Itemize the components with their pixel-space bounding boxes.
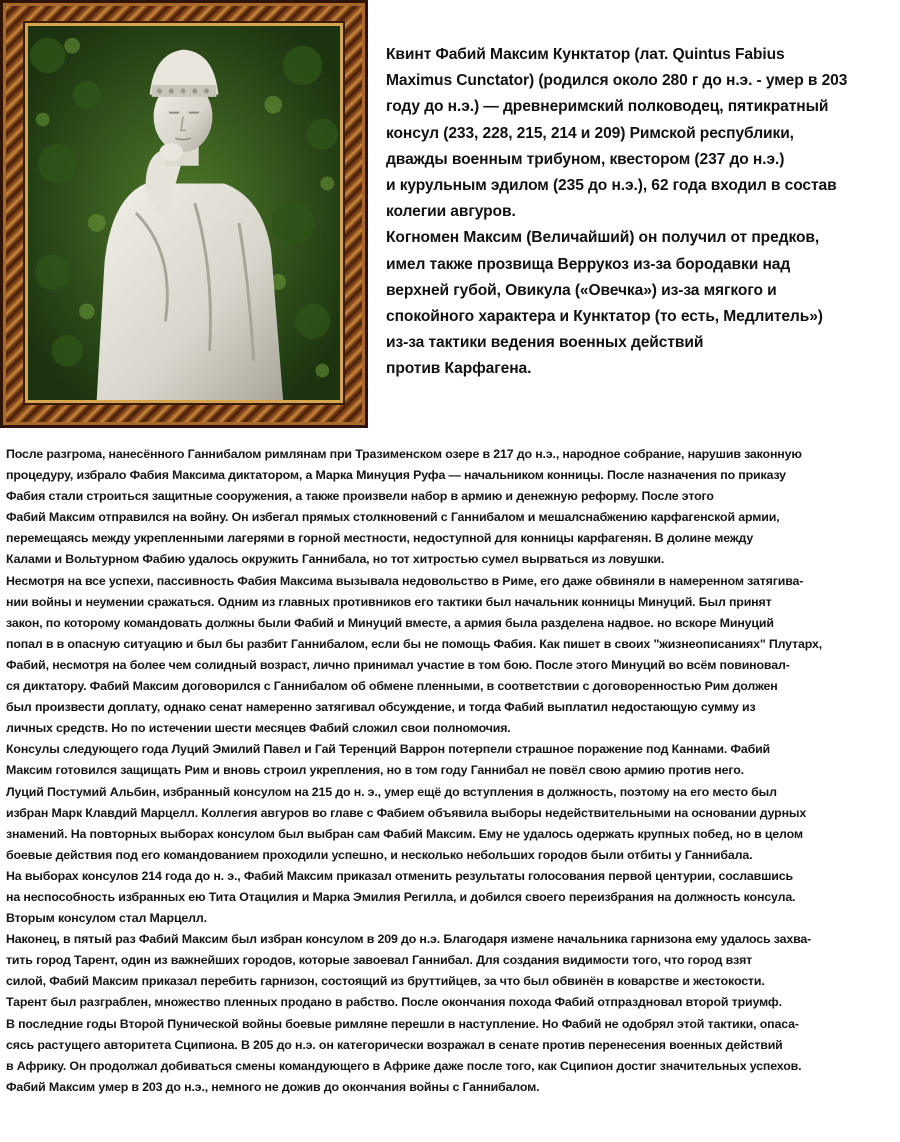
body-line: Несмотря на все успехи, пассивность Фабия Максима вызывала недовольство в Риме, его даже обвиняли в намеренном затягива-: [6, 573, 804, 588]
body-line: Фабия стали строиться защитные сооружения, а также произвели набор в армию и денежную реформу. После этого: [6, 489, 714, 504]
body-line: Консулы следующего года Луций Эмилий Павел и Гай Теренций Варрон потерпели страшное поражение под Каннами. Фабий: [6, 742, 771, 757]
body-line: Луций Постумий Альбин, избранный консулом на 215 до н. э., умер ещё до вступления в должность, поэтому на его место был: [6, 784, 777, 799]
body-line: сясь растущего авторитета Сципиона. В 205 до н.э. он категорически возражал в сенате против перенесения военных действий: [6, 1037, 783, 1052]
body-line: Наконец, в пятый раз Фабий Максим был избран консулом в 209 до н.э. Благодаря измене начальника гарнизона ему удалось захва-: [6, 932, 812, 947]
body-line: попал в в опасную ситуацию и был бы разбит Ганнибалом, если бы не помощь Фабия. Как пишет в своих "жизнеописаниях" Плутарх,: [6, 636, 822, 651]
body-line: В последние годы Второй Пунической войны боевые римляне перешли в наступление. Но Фабий не одобрял этой тактики, опаса-: [6, 1016, 799, 1031]
body-line: Максим готовился защищать Рим и вновь строил укрепления, но в том году Ганнибал не повёл свою армию против него.: [6, 763, 744, 778]
body-line: перемещаясь между укрепленными лагерями в горной местности, недоступной для конницы карфагенян. В долине между: [6, 531, 754, 546]
intro-line: Maximus Cunctator) (родился около 280 г до н.э. - умер в 203: [386, 72, 848, 90]
portrait-frame: [0, 0, 368, 428]
intro-line: спокойного характера и Кунктатор (то есть, Медлитель»): [386, 308, 823, 326]
intro-line: против Карфагена.: [386, 360, 532, 378]
body-line: Фабий, несмотря на более чем солидный возраст, лично принимал участие в том бою. После этого Минуций во всём повиновал-: [6, 657, 790, 672]
body-line: Фабий Максим отправился на войну. Он избегал прямых столкновений с Ганнибалом и мешалснабжению карфагенской армии,: [6, 510, 780, 525]
body-line: избран Марк Клавдий Марцелл. Коллегия авгуров во главе с Фабием объявила выборы недействительными на основании дурных: [6, 805, 807, 820]
body-line: тить город Тарент, один из важнейших городов, которые завоевал Ганнибал. Для создания видимости того, что город взят: [6, 953, 753, 968]
body-line: Вторым консулом стал Марцелл.: [6, 911, 207, 926]
body-line: знамений. На повторных выборах консулом был выбран сам Фабий Максим. Ему не удалось одержать крупных побед, но в целом: [6, 826, 803, 841]
intro-line: верхней губой, Овикула («Овечка») из-за мягкого и: [386, 281, 777, 299]
body-line: После разгрома, нанесённого Ганнибалом римлянам при Тразименском озере в 217 до н.э., народное собрание, нарушив законную: [6, 447, 802, 461]
body-line: Калами и Вольтурном Фабию удалось окружить Ганнибала, но тот хитростью сумел вырваться из ловушки.: [6, 552, 665, 567]
body-line: боевые действия под его командованием проходили успешно, и несколько небольших городов были отбиты у Ганнибала.: [6, 847, 753, 862]
biography-text: [6, 444, 894, 1098]
portrait-image: [25, 23, 343, 403]
intro-line: году до н.э.) — древнеримский полководец, пятикратный: [386, 98, 829, 116]
body-line: нии войны и неумении сражаться. Одним из главных противников его тактики был начальник конницы Минуций. Был принят: [6, 594, 772, 609]
intro-line: Когномен Максим (Величайший) он получил от предков,: [386, 229, 820, 247]
intro-text: [386, 42, 886, 383]
intro-line: колегии авгуров.: [386, 203, 516, 221]
body-line: закон, по которому командовать должны были Фабий и Минуций вместе, а армия была разделена надвое. но вскоре Минуций: [6, 615, 774, 630]
body-line: процедуру, избрало Фабия Максима диктатором, а Марка Минуция Руфа — начальником конницы. После назначения по приказу: [6, 468, 786, 483]
statue-illustration: [28, 26, 340, 400]
body-line: Фабий Максим умер в 203 до н.э., немного не дожив до окончания войны с Ганнибалом.: [6, 1079, 540, 1094]
intro-line: из-за тактики ведения военных действий: [386, 334, 704, 352]
body-line: был произвести доплату, однако сенат намеренно затягивал обсуждение, и тогда Фабий выплатил недостающую сумму из: [6, 700, 756, 715]
body-line: личных средств. Но по истечении шести месяцев Фабий сложил свои полномочия.: [6, 721, 511, 736]
intro-line: и курульным эдилом (235 до н.э.), 62 года входил в состав: [386, 177, 837, 195]
body-line: На выборах консулов 214 года до н. э., Фабий Максим приказал отменить результаты голосования первой центурии, сославшись: [6, 868, 793, 883]
body-line: силой, Фабий Максим приказал перебить гарнизон, состоящий из бруттийцев, за что был обвинён в коварстве и жестокости.: [6, 974, 765, 989]
intro-line: имел также прозвища Веррукоз из-за бородавки над: [386, 255, 791, 273]
intro-line: дважды военным трибуном, квестором (237 до н.э.): [386, 150, 785, 168]
intro-line: Квинт Фабий Максим Кунктатор (лат. Quintus Fabius: [386, 46, 785, 63]
body-line: в Африку. Он продолжал добиваться смены командующего в Африке даже после того, как Сципион достиг значительных успехов.: [6, 1058, 802, 1073]
intro-line: консул (233, 228, 215, 214 и 209) Римской республики,: [386, 124, 794, 142]
body-line: на неспособность избранных ею Тита Отацилия и Марка Эмилия Регилла, и добился своего переизбрания на должность консула.: [6, 889, 796, 904]
body-line: ся диктатору. Фабий Максим договорился с Ганнибалом об обмене пленными, в соответствии с договоренностью Рим должен: [6, 679, 778, 694]
body-line: Тарент был разграблен, множество пленных продано в рабство. После окончания похода Фабий отпраздновал второй триумф.: [6, 995, 782, 1010]
